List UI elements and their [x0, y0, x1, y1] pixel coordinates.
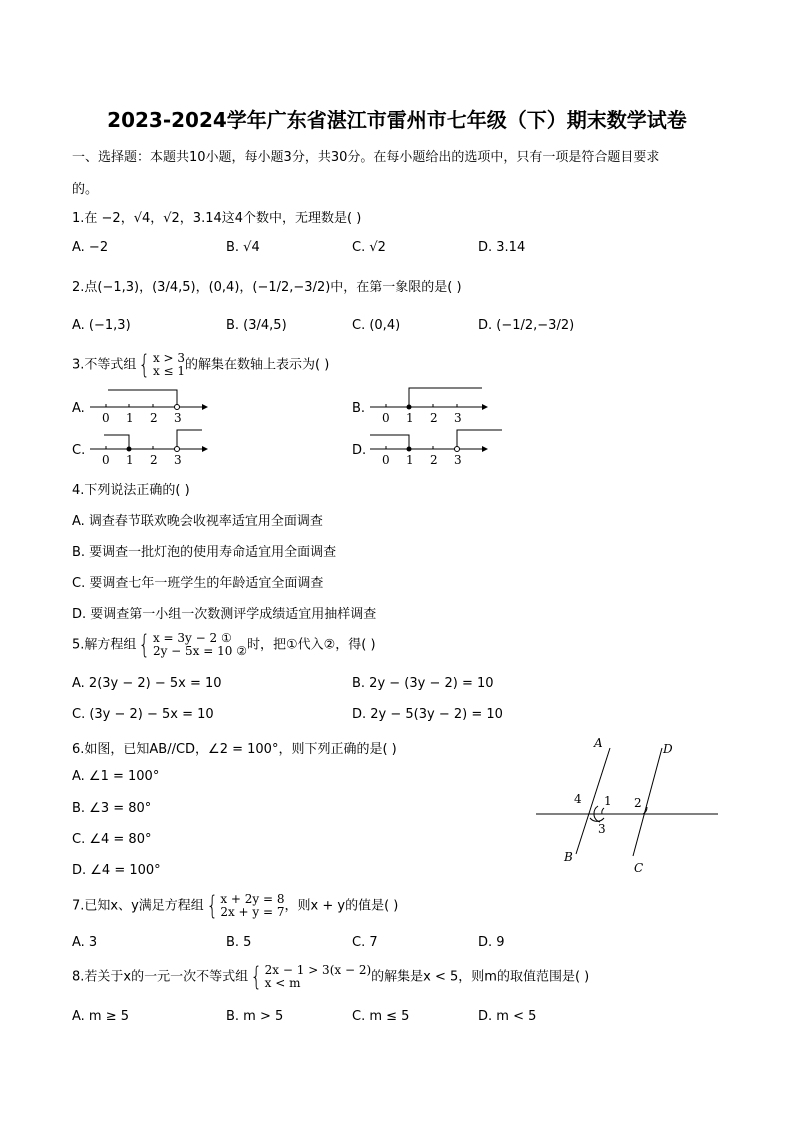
section-instructions-line1: 一、选择题：本题共10小题，每小题3分，共30分。在每小题给出的选项中，只有一项是符合题目要求	[72, 150, 660, 165]
q4-option-b: B. 要调查一批灯泡的使用寿命适宜用全面调查	[72, 545, 337, 560]
tick-label-0: 0	[382, 453, 390, 467]
q3-option-c: C.	[72, 443, 86, 458]
tick-label-1: 1	[126, 411, 134, 425]
number-line-a	[90, 385, 210, 427]
question-3-stem	[72, 352, 329, 378]
q6-option-b: B. ∠3 = 80°	[72, 801, 152, 816]
q8-system	[265, 964, 372, 990]
q7-sys-line1: x + 2y = 8	[220, 892, 285, 906]
tick-label-0: 0	[382, 411, 390, 425]
q2-option-b: B. (3/4,5)	[226, 318, 287, 333]
q3-option-a: A.	[72, 401, 85, 416]
q1-option-b: B. √4	[226, 240, 260, 255]
brace-icon: {	[250, 962, 263, 992]
q3-system	[153, 352, 185, 378]
q8-option-c: C. m ≤ 5	[352, 1009, 410, 1024]
brace-icon: {	[138, 350, 151, 380]
tick-label-2: 2	[430, 453, 438, 467]
q7-option-d: D. 9	[478, 935, 505, 950]
q5-option-d: D. 2y − 5(3y − 2) = 10	[352, 707, 503, 722]
q4-option-d: D. 要调查第一小组一次数测评学成绩适宜用抽样调查	[72, 607, 377, 622]
q7-option-b: B. 5	[226, 935, 252, 950]
q7-option-c: C. 7	[352, 935, 378, 950]
question-1-stem: 1.在 −2，√4，√2，3.14这4个数中，无理数是( )	[72, 211, 362, 226]
tick-label-1: 1	[406, 453, 414, 467]
q3-sys-line1: x > 3	[152, 351, 186, 365]
q1-option-d: D. 3.14	[478, 240, 526, 255]
angle-label-2: 2	[634, 796, 642, 810]
brace-icon: {	[206, 891, 218, 921]
tick-label-2: 2	[150, 411, 158, 425]
question-4-stem: 4.下列说法正确的( )	[72, 483, 190, 498]
q5-system	[153, 632, 247, 658]
tick-label-1: 1	[126, 453, 134, 467]
q3-stem-post: 的解集在数轴上表示为( )	[185, 357, 330, 373]
q5-stem-post: 时，把①代入②，得( )	[246, 637, 376, 653]
tick-label-2: 2	[430, 411, 438, 425]
q4-option-c: C. 要调查七年一班学生的年龄适宜全面调查	[72, 576, 324, 591]
number-line-d	[370, 427, 505, 469]
q7-sys-line2: 2x + y = 7	[220, 905, 285, 919]
question-7-stem	[72, 893, 398, 919]
tick-label-2: 2	[150, 453, 158, 467]
section-instructions-line2: 的。	[72, 182, 99, 197]
tick-label-1: 1	[406, 411, 414, 425]
q8-option-b: B. m > 5	[226, 1009, 284, 1024]
angle-label-4: 4	[574, 792, 582, 806]
question-6-stem: 6.如图，已知AB//CD，∠2 = 100°，则下列正确的是( )	[72, 742, 397, 757]
tick-label-3: 3	[174, 411, 182, 425]
q5-option-a: A. 2(3y − 2) − 5x = 10	[72, 676, 222, 691]
q2-option-d: D. (−1/2,−3/2)	[478, 318, 575, 333]
q5-option-b: B. 2y − (3y − 2) = 10	[352, 676, 494, 691]
tick-label-3: 3	[454, 453, 462, 467]
q7-system	[220, 893, 284, 919]
q1-option-a: A. −2	[72, 240, 109, 255]
q3-stem-pre: 3.不等式组	[72, 357, 137, 373]
q5-sys-line2: 2y − 5x = 10 ②	[152, 644, 247, 658]
q8-option-d: D. m < 5	[478, 1009, 537, 1024]
label-b: B	[564, 850, 573, 864]
tick-label-3: 3	[174, 453, 182, 467]
q6-option-d: D. ∠4 = 100°	[72, 863, 161, 878]
q8-stem-post: 的解集是x < 5，则m的取值范围是( )	[371, 969, 590, 985]
question-8-stem	[72, 964, 589, 990]
q6-option-c: C. ∠4 = 80°	[72, 832, 152, 847]
q8-sys-line2: x < m	[264, 976, 301, 990]
q3-option-b: B.	[352, 401, 366, 416]
q1-option-c: C. √2	[352, 240, 386, 255]
q7-option-a: A. 3	[72, 935, 98, 950]
q8-stem-pre: 8.若关于x的一元一次不等式组	[72, 969, 249, 985]
q3-sys-line2: x ≤ 1	[152, 364, 186, 378]
number-line-c	[90, 427, 210, 469]
question-5-stem	[72, 632, 376, 658]
q2-option-a: A. (−1,3)	[72, 318, 131, 333]
page-title: 2023-2024学年广东省湛江市雷州市七年级（下）期末数学试卷	[107, 108, 687, 132]
label-d: D	[663, 742, 673, 756]
q5-stem-pre: 5.解方程组	[72, 637, 137, 653]
brace-icon: {	[138, 630, 151, 660]
label-c: C	[634, 861, 644, 875]
q6-option-a: A. ∠1 = 100°	[72, 769, 160, 784]
q3-option-d: D.	[352, 443, 367, 458]
angle-label-1: 1	[604, 794, 612, 808]
q5-sys-line1: x = 3y − 2 ①	[152, 631, 232, 645]
angle-label-3: 3	[598, 822, 606, 836]
number-line-b	[370, 385, 500, 427]
q5-option-c: C. (3y − 2) − 5x = 10	[72, 707, 214, 722]
q8-sys-line1: 2x − 1 > 3(x − 2)	[264, 963, 372, 977]
label-a: A	[594, 736, 603, 750]
q8-option-a: A. m ≥ 5	[72, 1009, 130, 1024]
q4-option-a: A. 调查春节联欢晚会收视率适宜用全面调查	[72, 514, 323, 529]
q2-option-c: C. (0,4)	[352, 318, 401, 333]
tick-label-3: 3	[454, 411, 462, 425]
tick-label-0: 0	[102, 453, 110, 467]
tick-label-0: 0	[102, 411, 110, 425]
question-2-stem: 2.点(−1,3)，(3/4,5)，(0,4)，(−1/2,−3/2)中，在第一象限的是( )	[72, 280, 462, 295]
q7-stem-pre: 7.已知x、y满足方程组	[72, 898, 204, 914]
q7-stem-post: ，则x + y的值是( )	[284, 898, 399, 914]
parallel-lines-figure	[530, 732, 725, 880]
